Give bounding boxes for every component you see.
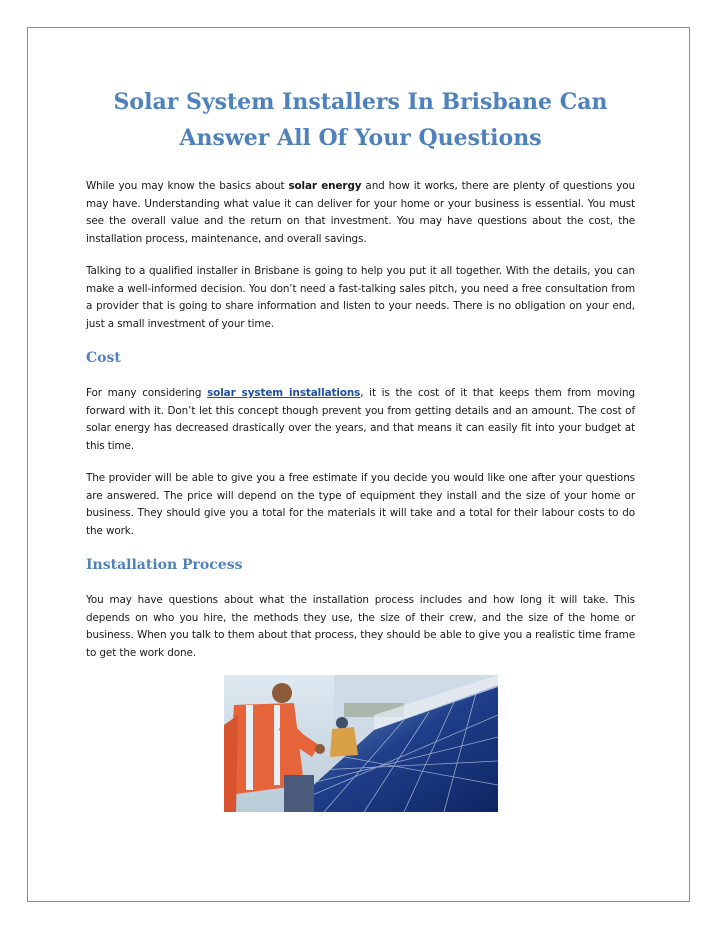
section-heading-cost: Cost bbox=[86, 350, 121, 366]
intro-paragraph-1 bbox=[86, 178, 635, 248]
solar-installations-link[interactable]: solar system installations bbox=[207, 387, 361, 399]
solar-installer-illustration bbox=[224, 675, 498, 812]
text-run: , it is the cost of it that keeps them from moving forward with it. Don’t let this concept though prevent you from getting details and an amount. The cost of solar energy has decreased drastically over the years, and that means it can easily fit into your budget at this time. bbox=[86, 387, 635, 452]
text-run: and how it works, there are plenty of questions you may have. Understanding what value it can deliver for your home or your business is essential. You must see the overall value and the return on that investment. You may have questions about the cost, the installation process, maintenance, and overall savings. bbox=[86, 180, 636, 245]
text-run: While you may know the basics about bbox=[86, 180, 289, 192]
bold-keyword: solar energy bbox=[288, 180, 362, 192]
solar-installer-photo bbox=[224, 675, 498, 812]
page-title: Solar System Installers In Brisbane Can Answer All Of Your Questions bbox=[113, 89, 608, 151]
installation-paragraph-1: You may have questions about what the installation process includes and how long it will take. This depends on who you hire, the methods they use, the size of their crew, and the size of the home or business. When you talk to them about that process, they should be able to give you a realistic time frame to get the work done. bbox=[86, 594, 635, 659]
text-run: For many considering bbox=[86, 387, 208, 399]
cost-paragraph-2: The provider will be able to give you a free estimate if you decide you would like one after your questions are answered. The price will depend on the type of equipment they install and the size of your home or business. They should give you a total for the materials it will take and a total for their labour costs to do the work. bbox=[86, 472, 635, 537]
intro-paragraph-2: Talking to a qualified installer in Brisbane is going to help you put it all together. With the details, you can make a well-informed decision. You don’t need a fast-talking sales pitch, you need a free consultation from a provider that is going to share information and listen to your needs. There is no obligation on your end, just a small investment of your time. bbox=[86, 265, 635, 330]
cost-paragraph-1 bbox=[86, 385, 635, 455]
section-heading-installation: Installation Process bbox=[86, 557, 243, 573]
